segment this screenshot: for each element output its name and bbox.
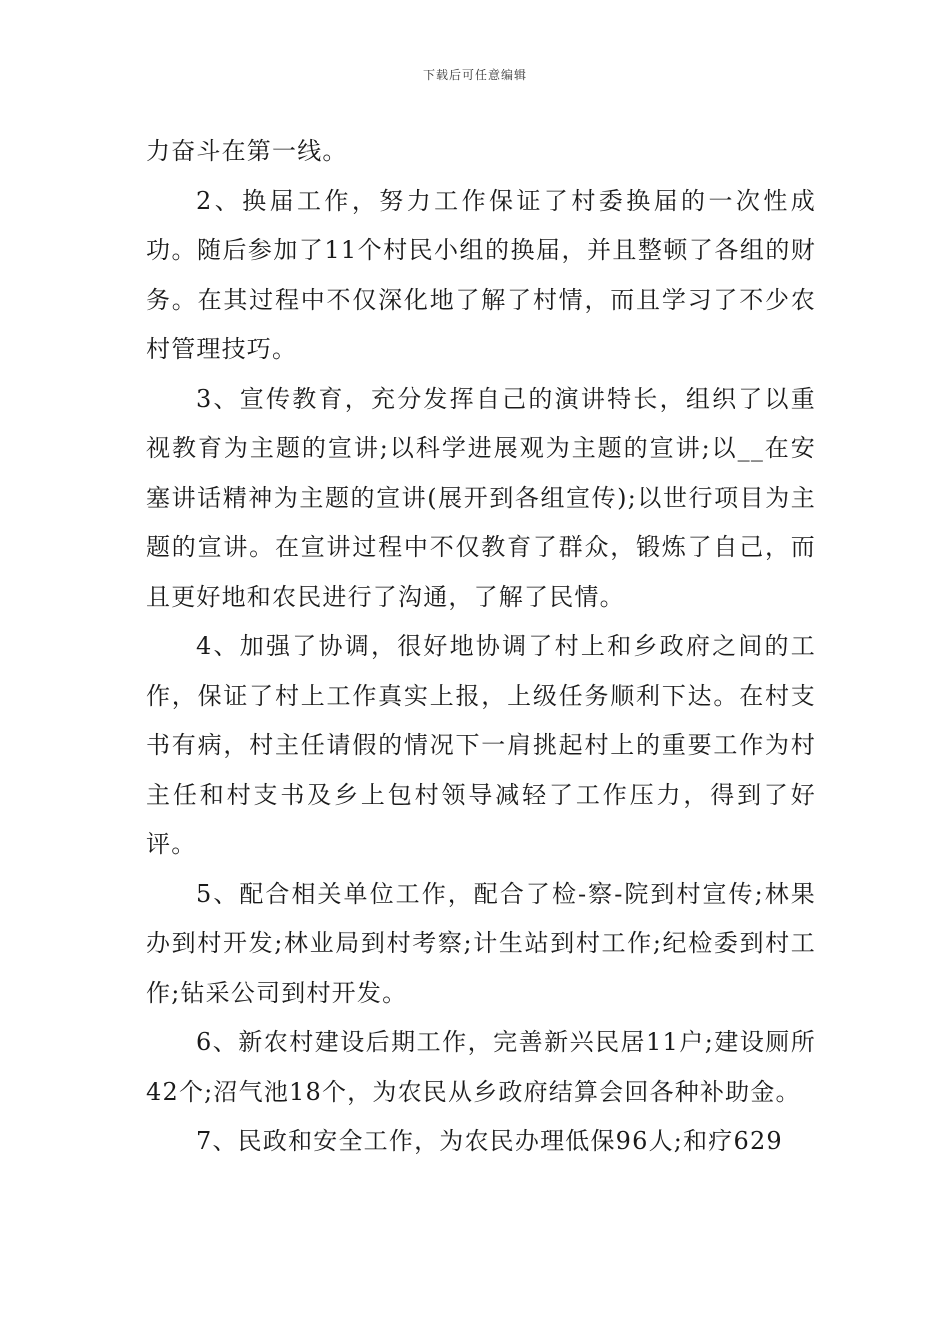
paragraph-item-3: 3、宣传教育，充分发挥自己的演讲特长，组织了以重视教育为主题的宣讲;以科学进展观为主题的宣讲;以__在安塞讲话精神为主题的宣讲(展开到各组宣传);以世行项目为主题的宣讲。在宣讲过程中不仅教育了群众，锻炼了自己，而且更好地和农民进行了沟通，了解了民情。 — [146, 384, 816, 611]
paragraph-item-2: 2、换届工作，努力工作保证了村委换届的一次性成功。随后参加了11个村民小组的换届，并且整顿了各组的财务。在其过程中不仅深化地了解了村情，而且学习了不少农村管理技巧。 — [146, 186, 816, 363]
paragraph-item-5: 5、配合相关单位工作，配合了检-察-院到村宣传;林果办到村开发;林业局到村考察;计生站到村工作;纪检委到村工作;钻采公司到村开发。 — [146, 879, 816, 1007]
page-header: 下载后可任意编辑 — [422, 68, 527, 82]
document-body — [146, 127, 816, 1167]
paragraph-item-4: 4、加强了协调，很好地协调了村上和乡政府之间的工作，保证了村上工作真实上报，上级任务顺利下达。在村支书有病，村主任请假的情况下一肩挑起村上的重要工作为村主任和村支书及乡上包村领导减轻了工作压力，得到了好评。 — [146, 632, 816, 858]
paragraph-item-7: 7、民政和安全工作，为农民办理低保96人;和疗629 — [196, 1127, 783, 1155]
paragraph-continuation: 力奋斗在第一线。 — [146, 137, 348, 165]
paragraph-item-6: 6、新农村建设后期工作，完善新兴民居11户;建设厕所42个;沼气池18个，为农民从乡政府结算会回各种补助金。 — [146, 1028, 816, 1106]
